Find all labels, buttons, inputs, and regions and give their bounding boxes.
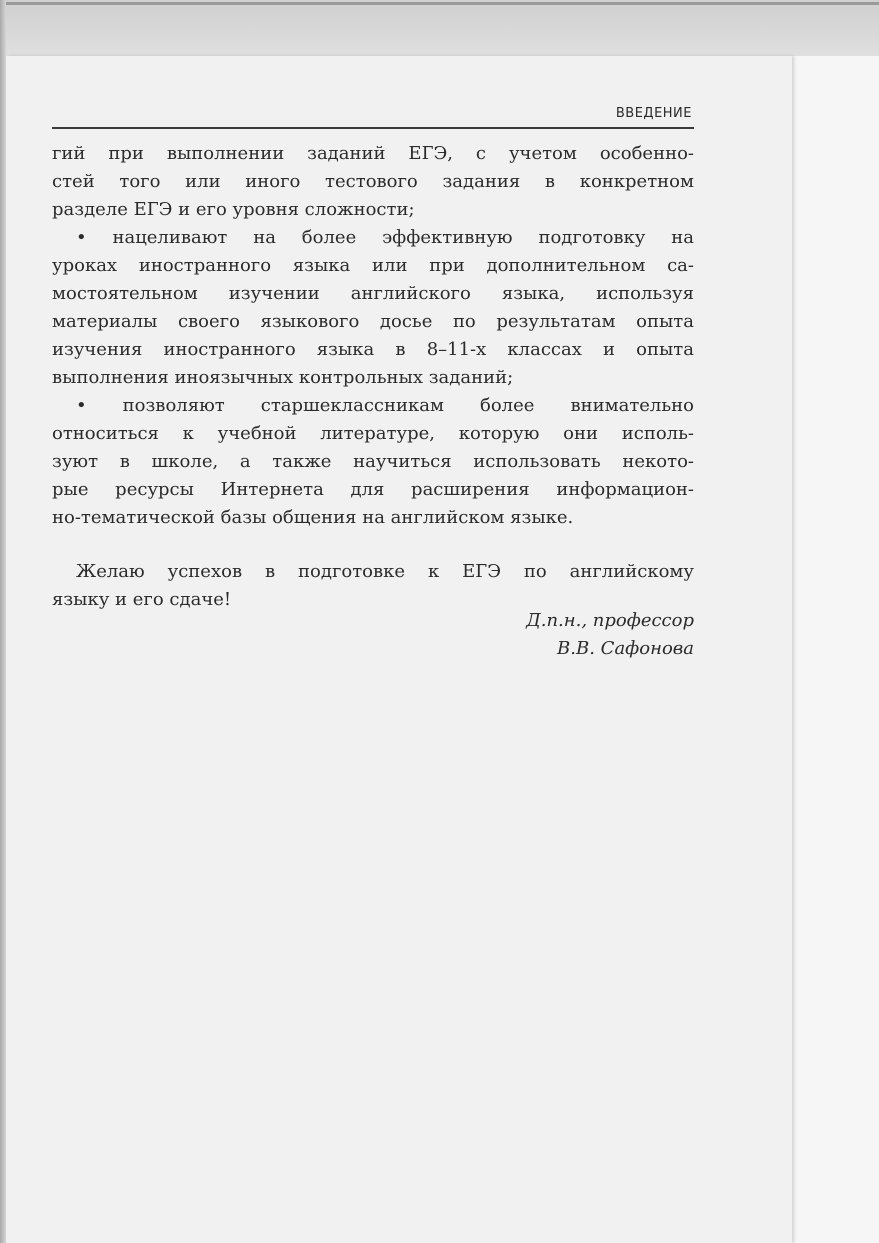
scan-background <box>0 0 879 58</box>
closing-wish <box>52 558 694 614</box>
text-line: • позволяют старшеклассникам более внимательно <box>76 395 694 416</box>
running-title: ВВЕДЕНИЕ <box>615 106 692 121</box>
text-line: относиться к учебной литературе, которую они исполь- <box>52 423 694 444</box>
text-line: выполнения иноязычных контрольных заданий; <box>52 367 514 388</box>
text-line: языку и его сдаче! <box>52 589 232 610</box>
author-name: В.В. Сафонова <box>557 638 694 659</box>
text-line: зуют в школе, а также научиться использовать некото- <box>52 451 694 472</box>
scan-margin-right <box>792 56 879 1243</box>
scan-edge-top <box>0 2 879 5</box>
author-signature <box>526 607 694 663</box>
author-title: Д.п.н., профессор <box>526 610 694 631</box>
text-line: рые ресурсы Интернета для расширения информацион- <box>52 479 694 500</box>
text-line: • нацеливают на более эффективную подготовку на <box>76 227 694 248</box>
header-rule <box>52 127 694 129</box>
text-line: изучения иностранного языка в 8–11-х классах и опыта <box>52 339 694 360</box>
text-line: материалы своего языкового досье по результатам опыта <box>52 311 694 332</box>
text-line: мостоятельном изучении английского языка, используя <box>52 283 694 304</box>
text-line: уроках иностранного языка или при дополнительном са- <box>52 255 694 276</box>
text-line: стей того или иного тестового задания в конкретном <box>52 171 694 192</box>
text-line: но-тематической базы общения на английском языке. <box>52 507 574 528</box>
main-text <box>52 140 694 614</box>
bullet-item <box>52 392 694 532</box>
text-line: Желаю успехов в подготовке к ЕГЭ по английскому <box>76 561 694 582</box>
paragraph-continuation <box>52 140 694 224</box>
text-line: гий при выполнении заданий ЕГЭ, с учетом особенно- <box>52 143 694 164</box>
bullet-item <box>52 224 694 392</box>
text-line: разделе ЕГЭ и его уровня сложности; <box>52 199 415 220</box>
